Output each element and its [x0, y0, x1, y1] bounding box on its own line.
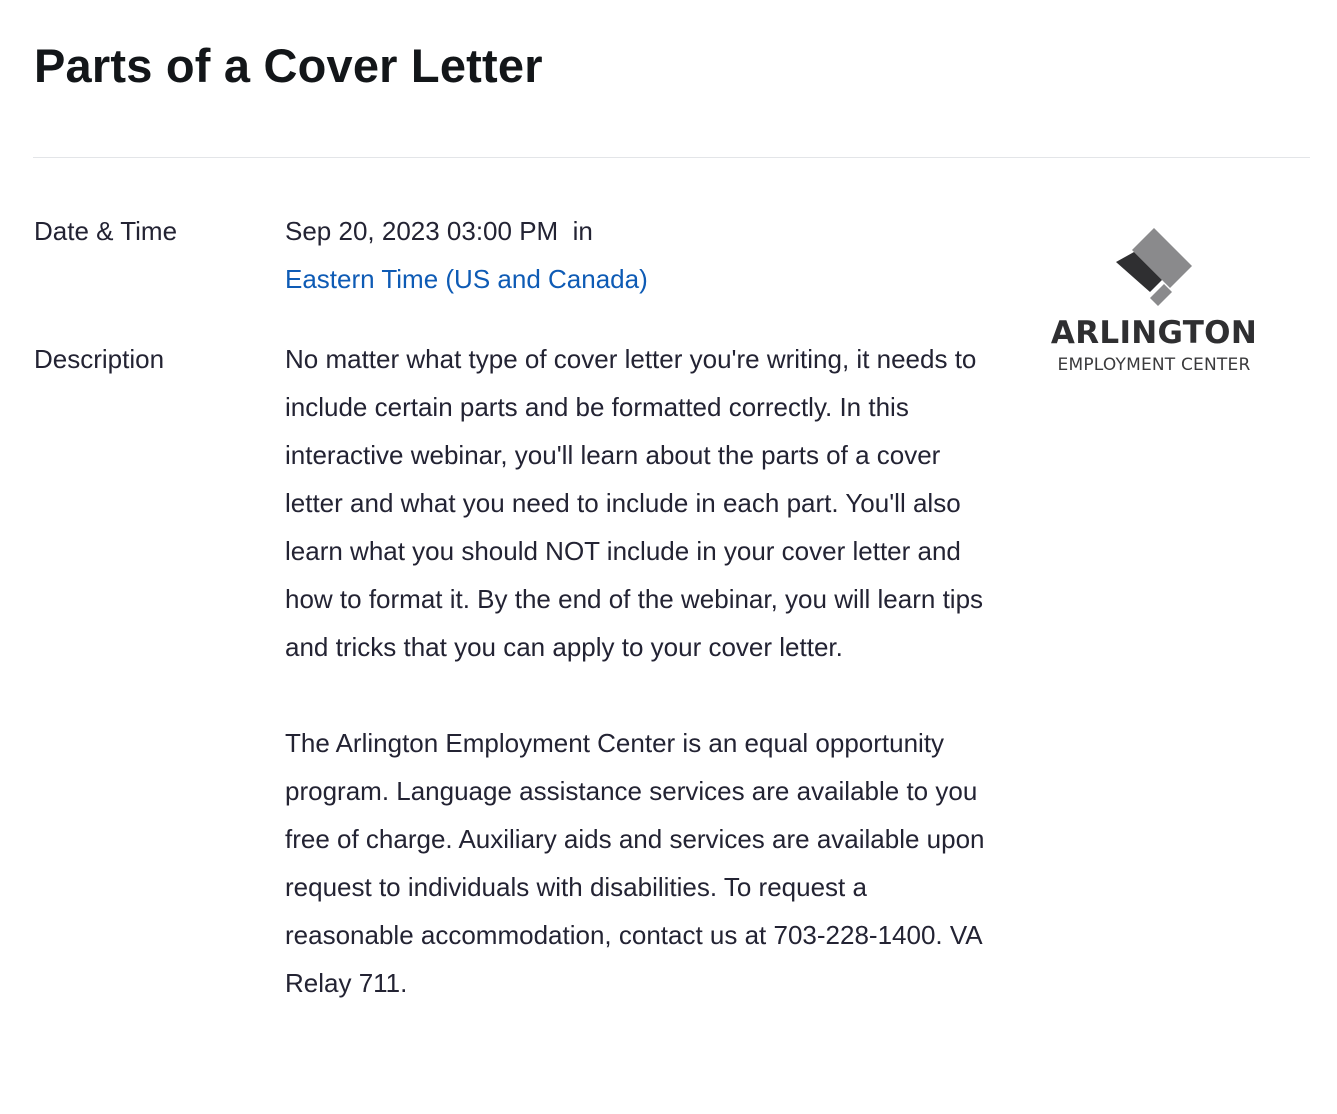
date-time-label: Date & Time — [34, 216, 178, 246]
diamond-logo-icon — [1112, 226, 1196, 308]
page-title: Parts of a Cover Letter — [34, 39, 543, 92]
description-label: Description — [34, 344, 165, 374]
description-paragraph: The Arlington Employment Center is an equal opportunity program. Language assistance services are available to you free of charge. Auxiliary aids and services are available upon request to individuals with disabilities. To request a reasonable accommodation, contact us at 703-228-1400. VA Relay 711. — [285, 728, 985, 998]
organization-logo — [1046, 226, 1262, 381]
date-time-text: Sep 20, 2023 03:00 PM in — [285, 216, 593, 246]
logo-subtitle: EMPLOYMENT CENTER — [1057, 355, 1251, 375]
logo-name: ARLINGTON — [1050, 315, 1258, 351]
description-paragraph: No matter what type of cover letter you're writing, it needs to include certain parts and be formatted correctly. In this interactive webinar, you'll learn about the parts of a cover letter and what you need to include in each part. You'll also learn what you should NOT include in your cover letter and how to format it. By the end of the webinar, you will learn tips and tricks that you can apply to your cover letter. — [285, 344, 984, 662]
title-divider — [33, 157, 1310, 158]
date-time-value — [285, 207, 648, 303]
timezone-link[interactable]: Eastern Time (US and Canada) — [285, 264, 648, 294]
description-text — [285, 335, 1001, 1007]
